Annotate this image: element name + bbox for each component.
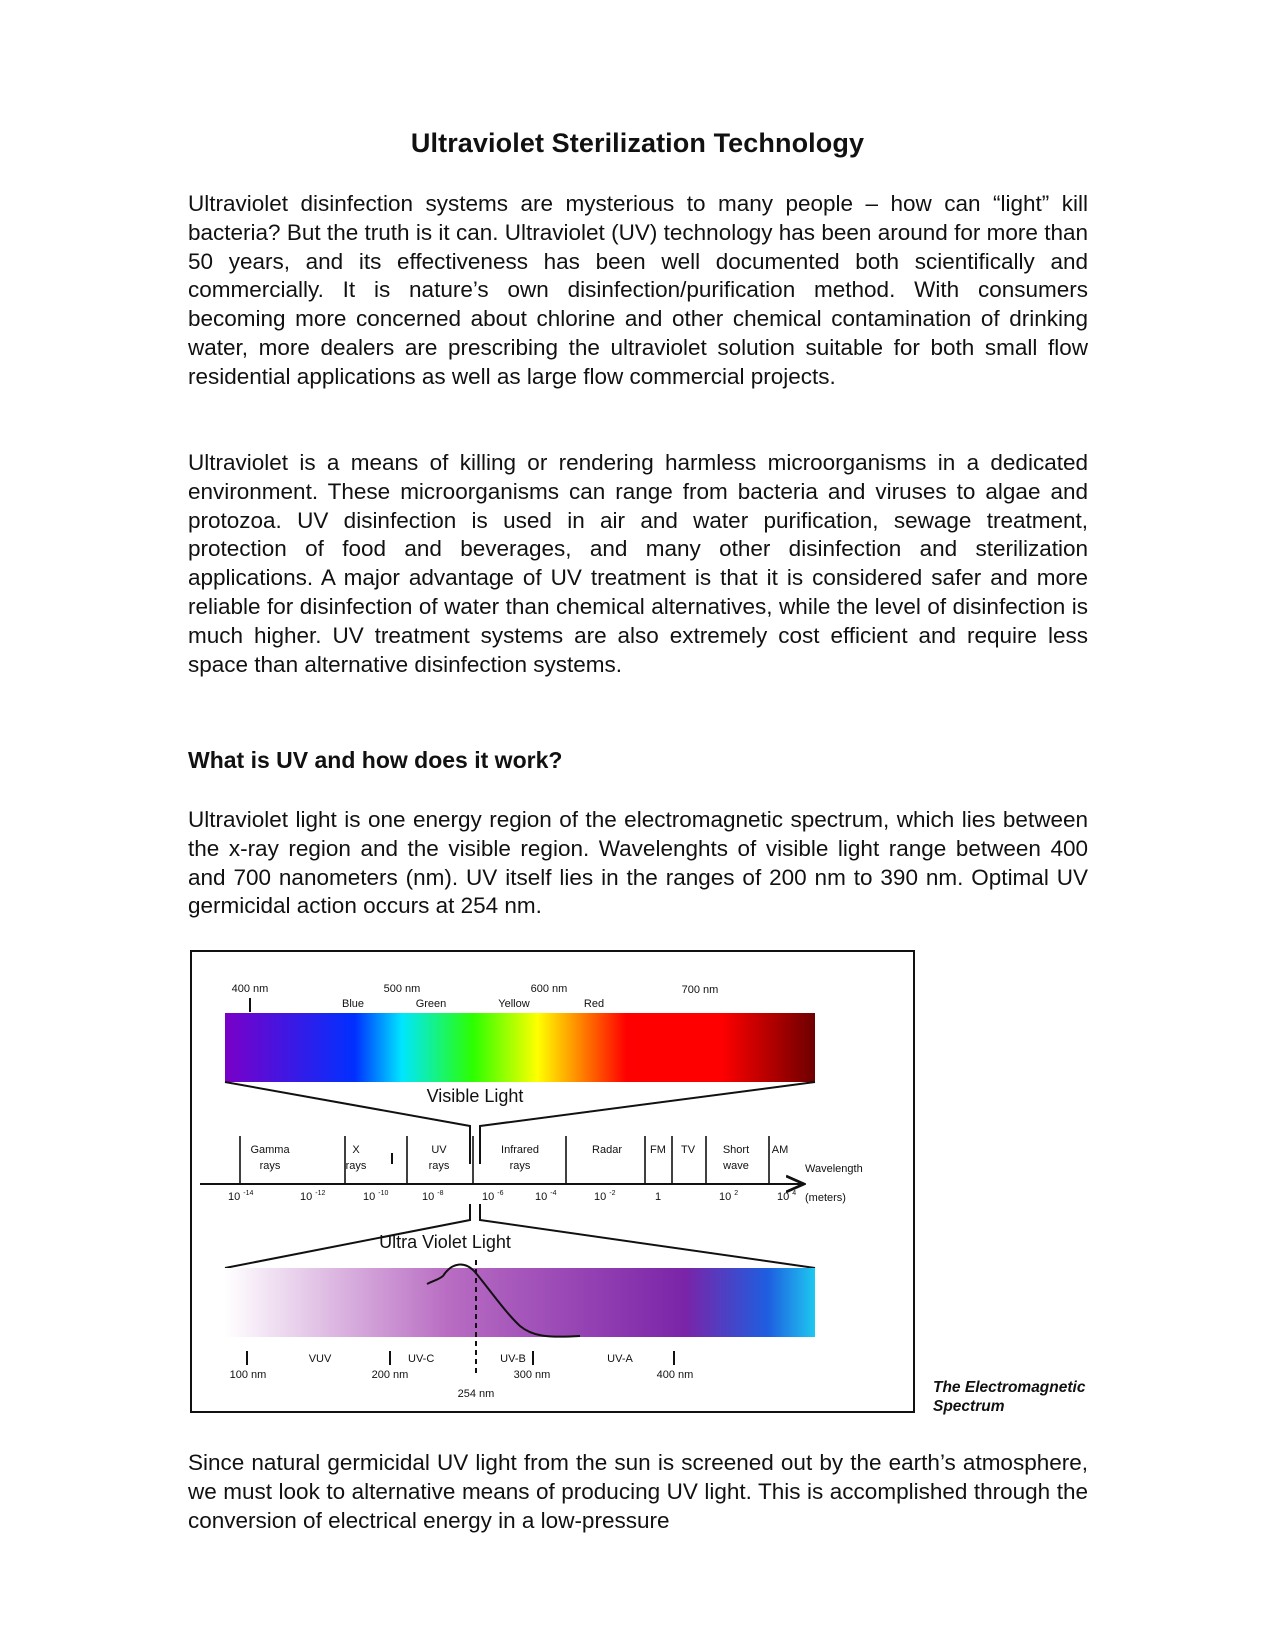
tick-label: 10 $^{-8}$ <box>422 1190 444 1203</box>
band-label: Infrared <box>501 1144 539 1156</box>
axis-label-wavelength: Wavelength <box>805 1163 863 1175</box>
paragraph-natural-uv: Since natural germicidal UV light from the sun is screened out by the earth’s atmosphere, we must look to alternative means of producing UV light. This is accomplished through the conversion of electrical energy in a low-pressure <box>188 1450 1088 1533</box>
tick-label: 10 $^{-6}$ <box>482 1190 504 1203</box>
tick-label: 10 $^{-4}$ <box>535 1190 557 1203</box>
axis-label-meters: (meters) <box>805 1192 846 1204</box>
document-title: Ultraviolet Sterilization Technology <box>410 128 865 158</box>
uv-nm-label: 100 nm <box>229 1369 267 1381</box>
uv-nm-label: 400 nm <box>656 1369 694 1381</box>
uv-band-label: VUV <box>308 1353 332 1365</box>
tick-label: 10 $^{-14}$ <box>228 1190 254 1203</box>
tick-label: 10 $^{-10}$ <box>363 1190 389 1203</box>
spectrum-diagram <box>190 950 915 1413</box>
uv-band-label: UV-C <box>408 1353 435 1365</box>
band-label: Radar <box>592 1144 622 1156</box>
visible-color-label: Red <box>583 998 605 1010</box>
band-label: TV <box>680 1144 696 1156</box>
paragraph-intro: Ultraviolet disinfection systems are mysterious to many people – how can “light” kill bacteria? But the truth is it can. Ultraviolet (UV) technology has been around for more than 50 years, and its effectiveness has been well documented both scientifically and commercially. It is nature’s own disinfection/purification method. With consumers becoming more concerned about chlorine and other chemical contamination of drinking water, more dealers are prescribing the ultraviolet solution suitable for both small flow residential applications as well as large flow commercial projects. <box>188 191 1088 389</box>
visible-light-heading: Visible Light <box>426 1086 524 1106</box>
peak-254-label: 254 nm <box>457 1388 495 1400</box>
visible-color-label: Blue <box>341 998 365 1010</box>
visible-nm-label: 500 nm <box>383 983 421 995</box>
tick-label: 10 $^{-12}$ <box>300 1190 326 1203</box>
uv-nm-label: 200 nm <box>371 1369 409 1381</box>
band-label: UV <box>431 1144 447 1156</box>
uv-nm-label: 300 nm <box>513 1369 551 1381</box>
visible-color-label: Green <box>415 998 447 1010</box>
band-label: X <box>352 1144 360 1156</box>
visible-spectrum-bar <box>225 1013 815 1082</box>
band-label: rays <box>345 1160 367 1172</box>
electromagnetic-spectrum-figure <box>190 950 915 1413</box>
uv-light-heading: Ultra Violet Light <box>379 1232 511 1252</box>
uv-band-label: UV-B <box>500 1353 526 1365</box>
tick-label: 10 $^2$ <box>719 1190 739 1203</box>
band-label: AM <box>771 1144 789 1156</box>
band-label: rays <box>509 1160 531 1172</box>
visible-nm-label: 600 nm <box>530 983 568 995</box>
tick-label: 10 $^4$ <box>777 1190 797 1203</box>
band-label: rays <box>259 1160 281 1172</box>
band-label: Short <box>722 1144 750 1156</box>
band-label: Gamma <box>250 1144 290 1156</box>
band-label: FM <box>650 1144 666 1156</box>
visible-color-label: Yellow <box>498 998 530 1010</box>
figure-caption: The Electromagnetic Spectrum <box>933 1379 1086 1415</box>
tick-label: 10 $^{-2}$ <box>594 1190 616 1203</box>
tick-label: 1 <box>655 1191 662 1203</box>
visible-nm-label: 400 nm <box>231 983 269 995</box>
section-heading: What is UV and how does it work? <box>188 747 563 773</box>
visible-nm-label: 700 nm <box>681 984 719 996</box>
paragraph-uv-region: Ultraviolet light is one energy region of the electromagnetic spectrum, which lies between the x-ray region and the visible region. Wavelenghts of visible light range between 400 and 700 nanometers (nm). UV itself lies in the ranges of 200 nm to 390 nm. Optimal UV germicidal action occurs at 254 nm. <box>188 807 1088 919</box>
band-label: wave <box>723 1160 749 1172</box>
uv-band-label: UV-A <box>607 1353 633 1365</box>
paragraph-uv-means: Ultraviolet is a means of killing or rendering harmless microorganisms in a dedicated environment. These microorganisms can range from bacteria and viruses to algae and protozoa. UV disinfection is used in air and water purification, sewage treatment, protection of food and beverages, and many other disinfection and sterilization applications. A major advantage of UV treatment is that it is considered safer and more reliable for disinfection of water than chemical alternatives, while the level of disinfection is much higher. UV treatment systems are also extremely cost efficient and require less space than alternative disinfection systems. <box>188 450 1088 677</box>
band-label: rays <box>428 1160 450 1172</box>
